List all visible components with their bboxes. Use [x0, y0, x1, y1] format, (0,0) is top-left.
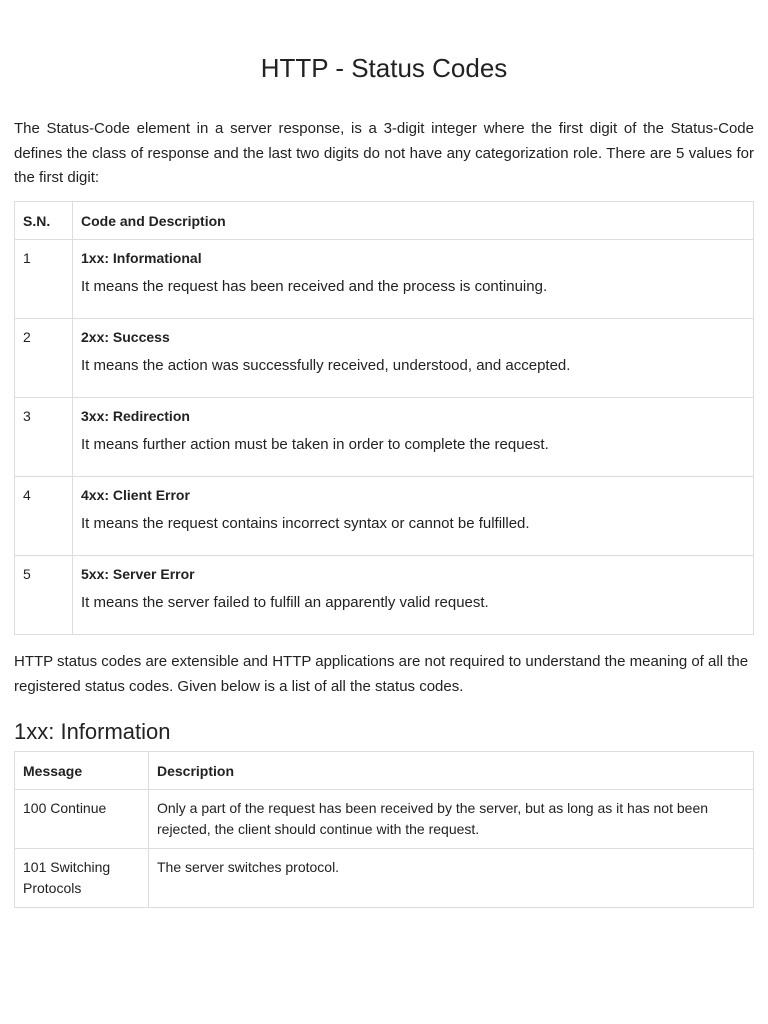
- status-code-description: It means the request has been received and the process is continuing.: [81, 278, 548, 295]
- row-code-description: [73, 398, 754, 477]
- table-row: [15, 849, 754, 908]
- row-code-description: [73, 556, 754, 635]
- status-code-description: It means the server failed to fulfill an apparently valid request.: [81, 594, 489, 611]
- intro-paragraph: The Status-Code element in a server response, is a 3-digit integer where the first digit of the Status-Code defines the class of response and the last two digits do not have any categorization role. There are 5 values for the first digit:: [14, 120, 754, 186]
- status-code-description: It means the request contains incorrect syntax or cannot be fulfilled.: [81, 515, 530, 532]
- table-header-row: [15, 202, 754, 240]
- table-row: [15, 477, 754, 556]
- informational-codes-table: [14, 751, 754, 908]
- row-sn: 1: [15, 240, 73, 319]
- table-row: [15, 398, 754, 477]
- table-row: [15, 240, 754, 319]
- table-row: [15, 319, 754, 398]
- header-code-description: Code and Description: [73, 202, 754, 240]
- table-row: [15, 790, 754, 849]
- status-code-class: 4xx: Client Error: [81, 487, 190, 503]
- row-sn: 2: [15, 319, 73, 398]
- header-message: Message: [15, 752, 149, 790]
- extensibility-paragraph: HTTP status codes are extensible and HTTP applications are not required to understand the meaning of all the registered status codes. Given below is a list of all the status codes.: [14, 653, 749, 695]
- header-description: Description: [149, 752, 754, 790]
- table-row: [15, 556, 754, 635]
- row-sn: 5: [15, 556, 73, 635]
- status-code-description: It means the action was successfully received, understood, and accepted.: [81, 357, 571, 374]
- row-sn: 3: [15, 398, 73, 477]
- status-code-description: It means further action must be taken in order to complete the request.: [81, 436, 549, 453]
- row-code-description: [73, 240, 754, 319]
- row-message: 101 Switching Protocols: [15, 849, 149, 908]
- row-code-description: [73, 319, 754, 398]
- row-description: Only a part of the request has been received by the server, but as long as it has not been rejected, the client should continue with the request.: [149, 790, 754, 849]
- status-code-class: 1xx: Informational: [81, 250, 202, 266]
- row-code-description: [73, 477, 754, 556]
- section-heading: 1xx: Information: [14, 719, 171, 744]
- table-header-row: [15, 752, 754, 790]
- status-code-class: 3xx: Redirection: [81, 408, 190, 424]
- status-code-class: 2xx: Success: [81, 329, 170, 345]
- header-sn: S.N.: [15, 202, 73, 240]
- status-class-table: [14, 201, 754, 635]
- row-message: 100 Continue: [15, 790, 149, 849]
- page-title: HTTP - Status Codes: [260, 53, 508, 83]
- row-description: The server switches protocol.: [149, 849, 754, 908]
- row-sn: 4: [15, 477, 73, 556]
- status-code-class: 5xx: Server Error: [81, 566, 195, 582]
